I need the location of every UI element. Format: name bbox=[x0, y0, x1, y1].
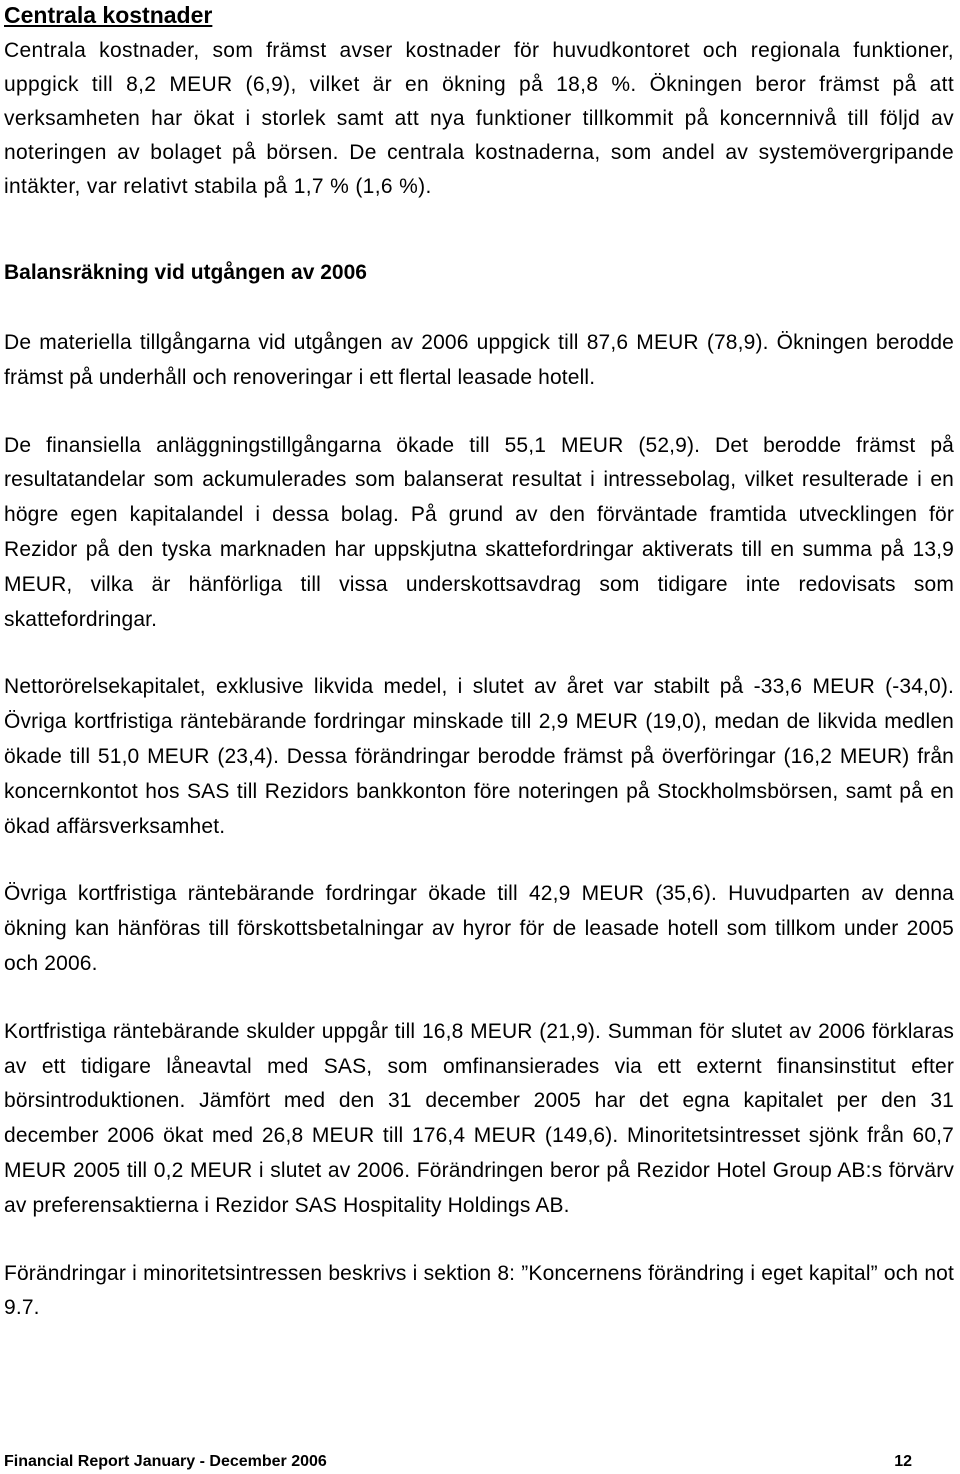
section-title: Centrala kostnader bbox=[4, 2, 213, 28]
footer-title: Financial Report January - December 2006 bbox=[4, 1453, 327, 1470]
page-number: 12 bbox=[894, 1453, 912, 1470]
paragraph-financial-assets: De finansiella anläggningstillgångarna ökade till 55,1 MEUR (52,9). Det berodde främst på resultatandelar som ackumulerades som balanserat resultat i intressebolag, vilket resulterade i en högre egen kapitalandel i dessa bolag. På grund av den förväntade framtida utvecklingen för Rezidor på den tyska marknaden har uppskjutna skattefordringar aktiverats till en summa på 13,9 MEUR, vilka är hänförliga till vissa underskottsavdrag som tidigare inte redovisats som skattefordringar. bbox=[4, 433, 954, 631]
paragraph-working-capital: Nettorörelsekapitalet, exklusive likvida medel, i slutet av året var stabilt på -33,6 MEUR (-34,0). Övriga kortfristiga räntebärande fordringar minskade till 2,9 MEUR (19,0), medan de likvida medlen ökade till 51,0 MEUR (23,4). Dessa förändringar berodde främst på överföringar (16,2 MEUR) från koncernkontot hos SAS till Rezidors bankkonton före noteringen på Stockholmsbörsen, samt på en ökad affärsverksamhet. bbox=[4, 675, 954, 838]
balance-sheet-heading: Balansräkning vid utgången av 2006 bbox=[4, 261, 367, 284]
central-costs-paragraph: Centrala kostnader, som främst avser kostnader för huvudkontoret och regionala funktioner, uppgick till 8,2 MEUR (6,9), vilket är en ökning på 18,8 %. Ökningen beror främst på att verksamheten har ökat i storlek samt att nya funktioner tillkommit på koncernnivå till följd av noteringen av bolaget på börsen. De centrala kostnaderna, som andel av systemövergripande intäkter, var relativt stabila på 1,7 % (1,6 %). bbox=[4, 39, 954, 198]
paragraph-tangible-assets: De materiella tillgångarna vid utgången av 2006 uppgick till 87,6 MEUR (78,9). Ökningen berodde främst på underhåll och renoveringar i ett flertal leasade hotell. bbox=[4, 331, 954, 389]
paragraph-liabilities-equity: Kortfristiga räntebärande skulder uppgår till 16,8 MEUR (21,9). Summan för slutet av 2006 förklaras av ett tidigare låneavtal med SAS, som omfinansierades via ett externt finansinstitut efter börsintroduktionen. Jämfört med den 31 december 2005 har det egna kapitalet per den 31 december 2006 ökat med 26,8 MEUR till 176,4 MEUR (149,6). Minoritetsintresset sjönk från 60,7 MEUR 2005 till 0,2 MEUR i slutet av 2006. Förändringen beror på Rezidor Hotel Group AB:s förvärv av preferensaktierna i Rezidor SAS Hospitality Holdings AB. bbox=[4, 1019, 954, 1217]
document-page bbox=[4, 0, 954, 1326]
paragraph-minority-interests: Förändringar i minoritetsintressen beskrivs i sektion 8: ”Koncernens förändring i eget kapital” och not 9.7. bbox=[4, 1261, 954, 1320]
paragraph-receivables: Övriga kortfristiga räntebärande fordringar ökade till 42,9 MEUR (35,6). Huvudparten av denna ökning kan hänföras till förskottsbetalningar av hyror för de leasade hotell som tillkom under 2005 och 2006. bbox=[4, 882, 954, 975]
